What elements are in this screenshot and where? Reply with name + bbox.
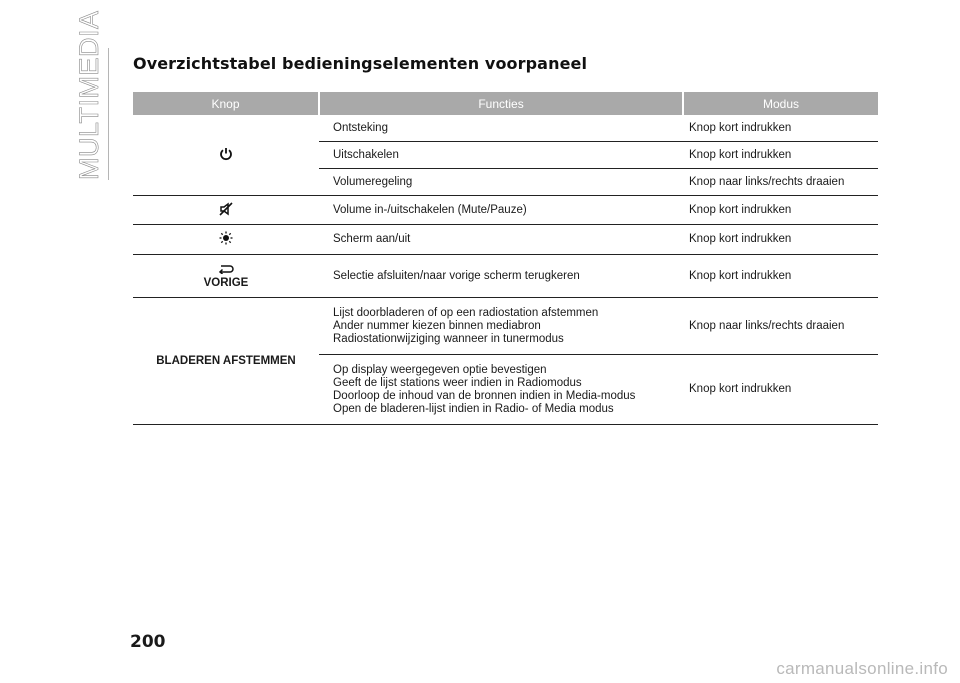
- modus-text: Knop naar links/rechts draaien: [689, 319, 845, 332]
- header-knop: Knop: [211, 96, 240, 111]
- knop-label: BLADEREN AFSTEMMEN: [156, 355, 296, 367]
- functie-line: Lijst doorbladeren of op een radiostation afstemmen: [333, 306, 599, 319]
- page-title: Overzichtstabel bedieningselementen voorpaneel: [133, 54, 588, 73]
- page-number: 200: [130, 632, 166, 652]
- modus-text: Knop kort indrukken: [689, 121, 792, 134]
- functie-text: Ontsteking: [333, 121, 388, 134]
- table-row: [319, 298, 878, 354]
- table-group-back: [133, 255, 878, 298]
- screen-brightness-icon: [219, 231, 233, 248]
- knop-cell: [133, 225, 319, 254]
- modus-text: Knop kort indrukken: [689, 148, 792, 161]
- back-arrow-icon: [218, 264, 234, 277]
- table-row: [319, 115, 878, 141]
- modus-text: Knop kort indrukken: [689, 383, 792, 395]
- functie-line: Op display weergegeven optie bevestigen: [333, 363, 547, 376]
- knop-label: VORIGE: [203, 276, 249, 289]
- table-row: [319, 168, 878, 195]
- functie-text: Volumeregeling: [333, 175, 413, 188]
- modus-text: Knop kort indrukken: [689, 203, 792, 216]
- functie-line: Radiostationwijziging wanneer in tunermodus: [333, 332, 564, 345]
- modus-text: Knop kort indrukken: [689, 233, 792, 245]
- header-modus: Modus: [682, 92, 878, 115]
- functie-line: Doorloop de inhoud van de bronnen indien in Media-modus: [333, 389, 636, 402]
- table-row: [319, 141, 878, 168]
- functie-line: Geeft de lijst stations weer indien in Radiomodus: [333, 376, 582, 389]
- table-group-mute: [133, 196, 878, 225]
- table-row: [319, 225, 878, 254]
- functie-line: Open de bladeren-lijst indien in Radio- of Media modus: [333, 402, 614, 415]
- knop-cell: [133, 196, 319, 224]
- table-group-screen: [133, 225, 878, 255]
- functie-text: Uitschakelen: [333, 148, 399, 161]
- header-functies: Functies: [318, 92, 682, 115]
- section-label: MULTIMEDIA: [74, 10, 104, 180]
- knop-cell: [133, 255, 319, 297]
- table-header: [133, 92, 878, 115]
- table-row: [319, 255, 878, 297]
- table-row: [319, 196, 878, 224]
- table-group-bladeren: [133, 298, 878, 425]
- functie-text: Scherm aan/uit: [333, 233, 411, 245]
- knop-cell: [133, 298, 319, 424]
- power-icon: [219, 147, 233, 164]
- functie-text: Volume in-/uitschakelen (Mute/Pauze): [333, 203, 527, 216]
- section-divider: [108, 48, 109, 180]
- mute-icon: [219, 202, 233, 219]
- modus-text: Knop kort indrukken: [689, 269, 792, 282]
- knop-cell: [133, 115, 319, 195]
- table-group-power: [133, 115, 878, 196]
- controls-table: [133, 92, 878, 425]
- functie-line: Ander nummer kiezen binnen mediabron: [333, 319, 541, 332]
- modus-text: Knop naar links/rechts draaien: [689, 175, 845, 188]
- watermark: carmanualsonline.info: [776, 659, 948, 678]
- functie-text: Selectie afsluiten/naar vorige scherm terugkeren: [333, 269, 580, 282]
- table-row: [319, 354, 878, 424]
